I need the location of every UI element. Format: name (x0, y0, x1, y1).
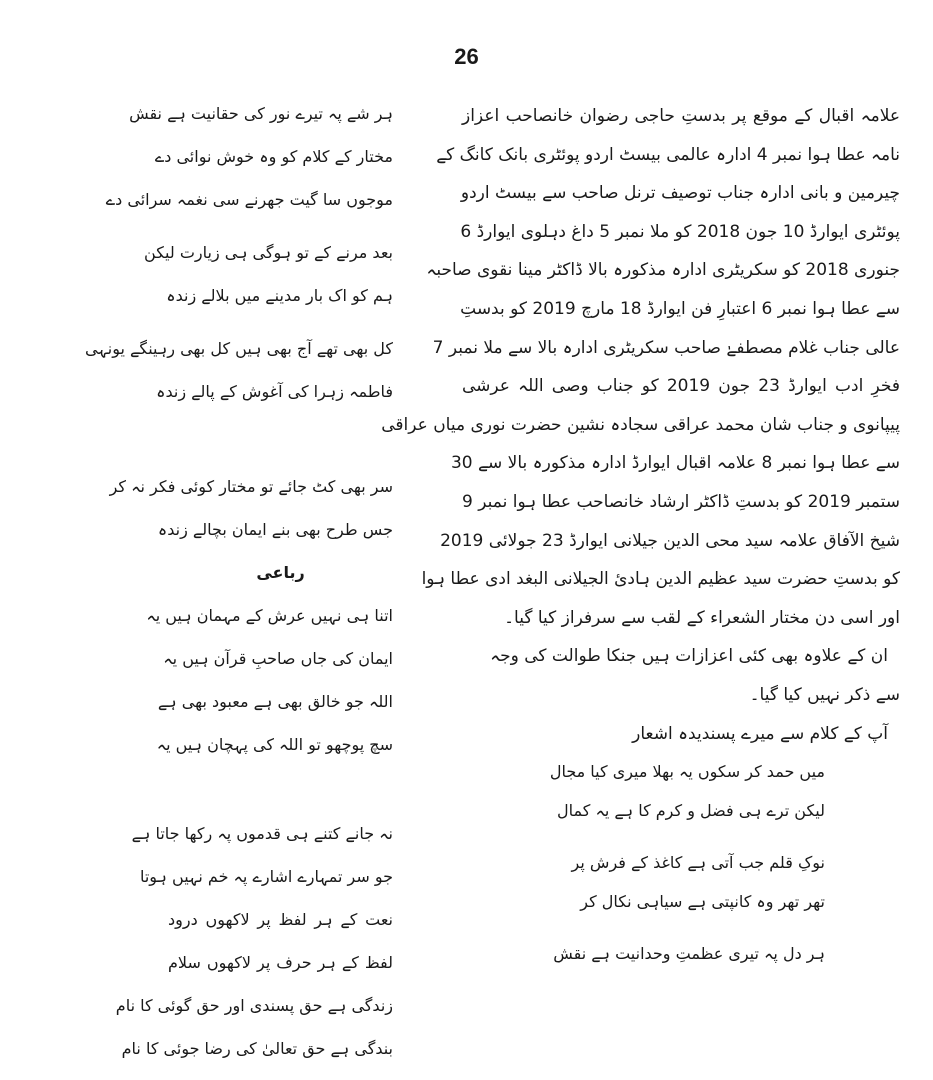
left-column (85, 92, 393, 1070)
prose-line: ستمبر 2019 کو بدستِ ڈاکٹر ارشاد خانصاحب عطا ہوا نمبر 9 (462, 491, 900, 512)
prose-line: سے ذکر نہیں کیا گیا۔ (749, 684, 900, 705)
verse-line: نعت کے ہر لفظ پر لاکھوں درود (168, 910, 393, 929)
prose-line: فخرِ ادب ایوارڈ 23 جون 2019 کو جناب وصی اللہ عرشی (462, 376, 900, 397)
prose-line: عالی جناب غلام مصطفےٰ صاحب سکریٹری ادارہ بالا سے ملا نمبر 7 (432, 337, 900, 358)
verse-line: ہم کو اک بار مدینے میں بلالے زندہ (166, 286, 393, 305)
verse-line: نہ جانے کتنے ہی قدموں پہ رکھا جاتا ہے (131, 824, 393, 843)
prose-block-2 (462, 637, 900, 714)
prose-line: نامہ عطا ہوا نمبر 4 ادارہ عالمی بیسٹ اردو پوئٹری بانک کانگ کے (436, 144, 900, 165)
right-column (381, 97, 900, 974)
prose-line: پوئٹری ایوارڈ 10 جون 2018 کو ملا نمبر 5 داغ دہلوی ایوارڈ 6 (460, 221, 900, 242)
prose-line: سے عطا ہوا نمبر 8 علامہ اقبال ایوارڈ ادارہ مذکورہ بالا سے 30 (450, 453, 900, 474)
prose-line: ان کے علاوہ بھی کئی اعزازات ہیں جنکا طوالت کی وجہ (490, 646, 888, 667)
prose-line: علامہ اقبال کے موقع پر بدستِ حاجی رضوان خانصاحب اعزاز (462, 106, 900, 126)
prose-block (381, 97, 900, 637)
prose-line: اور اسی دن مختار الشعراء کے لقب سے سرفراز کیا گیا۔ (504, 607, 900, 628)
verse-line: سر بھی کٹ جائے تو مختار کوئی فکر نہ کر (109, 477, 393, 496)
verse-line: بندگی ہے حق تعالیٰ کی رضا جوئی کا نام (121, 1039, 393, 1058)
verse-line: مختار کے کلام کو وہ خوش نوائی دے (154, 147, 393, 166)
verse-line: ہر دل پہ تیری عظمتِ وحدانیت ہے نقش (553, 944, 825, 964)
prose-line: سے عطا ہوا نمبر 6 اعتبارِ فن ایوارڈ 18 مارچ 2019 کو بدستِ (460, 298, 900, 319)
verse-group (85, 327, 393, 413)
verse-line: ایمان کی جاں صاحبِ قرآن ہیں یہ (163, 649, 393, 668)
rubai (146, 551, 393, 766)
verse-line: نوکِ قلم جب آتی ہے کاغذ کے فرش پر (571, 853, 825, 873)
favourite-verses (462, 753, 900, 974)
prose-line: شیخ الآفاق علامہ سید محی الدین جیلانی ایوارڈ 23 جولائی 2019 (440, 530, 900, 551)
verse-line: زندگی ہے حق پسندی اور حق گوئی کا نام (115, 996, 393, 1015)
verse-group (144, 231, 393, 317)
prose-line: کو بدستِ حضرت سید عظیم الدین ہادئ الجیلانی البغد ادی عطا ہوا (421, 569, 900, 590)
verse-line: اللہ جو خالق بھی ہے معبود بھی ہے (157, 692, 393, 711)
verse-line: لفظ کے ہر حرف پر لاکھوں سلام (168, 953, 393, 972)
verse-line: بعد مرنے کے تو ہوگی ہی زیارت لیکن (144, 243, 393, 262)
verse-line: لیکن ترے ہی فضل و کرم کا ہے یہ کمال (556, 800, 825, 820)
verse-group (109, 465, 393, 551)
verse-line: فاطمہ زہرا کی آغوش کے پالے زندہ (156, 382, 393, 401)
verse-line: کل بھی تھے آج بھی ہیں کل بھی رہینگے یونہی (85, 339, 393, 358)
verse-line: میں حمد کر سکوں یہ بھلا میری کیا مجال (549, 762, 825, 782)
verse-line: جو سر تمہارے اشارے پہ خم نہیں ہوتا (139, 867, 393, 886)
verse-line: تھر تھر وہ کانپتی ہے سیاہی نکال کر (580, 891, 825, 911)
verse-line: موجوں سا گیت جھرنے سی نغمہ سرائی دے (105, 190, 393, 209)
verse-group (115, 812, 393, 1070)
favourite-verses-intro: آپ کے کلام سے میرے پسندیدہ اشعار (632, 723, 888, 744)
rubai-heading: رباعی (256, 563, 305, 582)
verse-line: ہر شے پہ تیرے نور کی حقانیت ہے نقش (129, 104, 393, 123)
verse-line: سچ پوچھو تو اللہ کی پہچان ہیں یہ (156, 735, 393, 754)
verse-line: اتنا ہی نہیں عرش کے مہمان ہیں یہ (146, 606, 393, 625)
verse-line: جس طرح بھی بنے ایمان بچالے زندہ (157, 520, 393, 539)
prose-line: چیرمین و بانی ادارہ جناب توصیف ترنل صاحب سے بیسٹ اردو (460, 183, 900, 204)
page-number: 26 (454, 44, 479, 69)
verse-group (105, 92, 393, 221)
prose-line: پیپانوی و جناب شان محمد عراقی سجادہ نشین حضرت نوری میاں عراقی (381, 414, 900, 435)
prose-line: جنوری 2018 کو سکریٹری ادارہ مذکورہ بالا ڈاکٹر مینا نقوی صاحبہ (426, 260, 900, 281)
